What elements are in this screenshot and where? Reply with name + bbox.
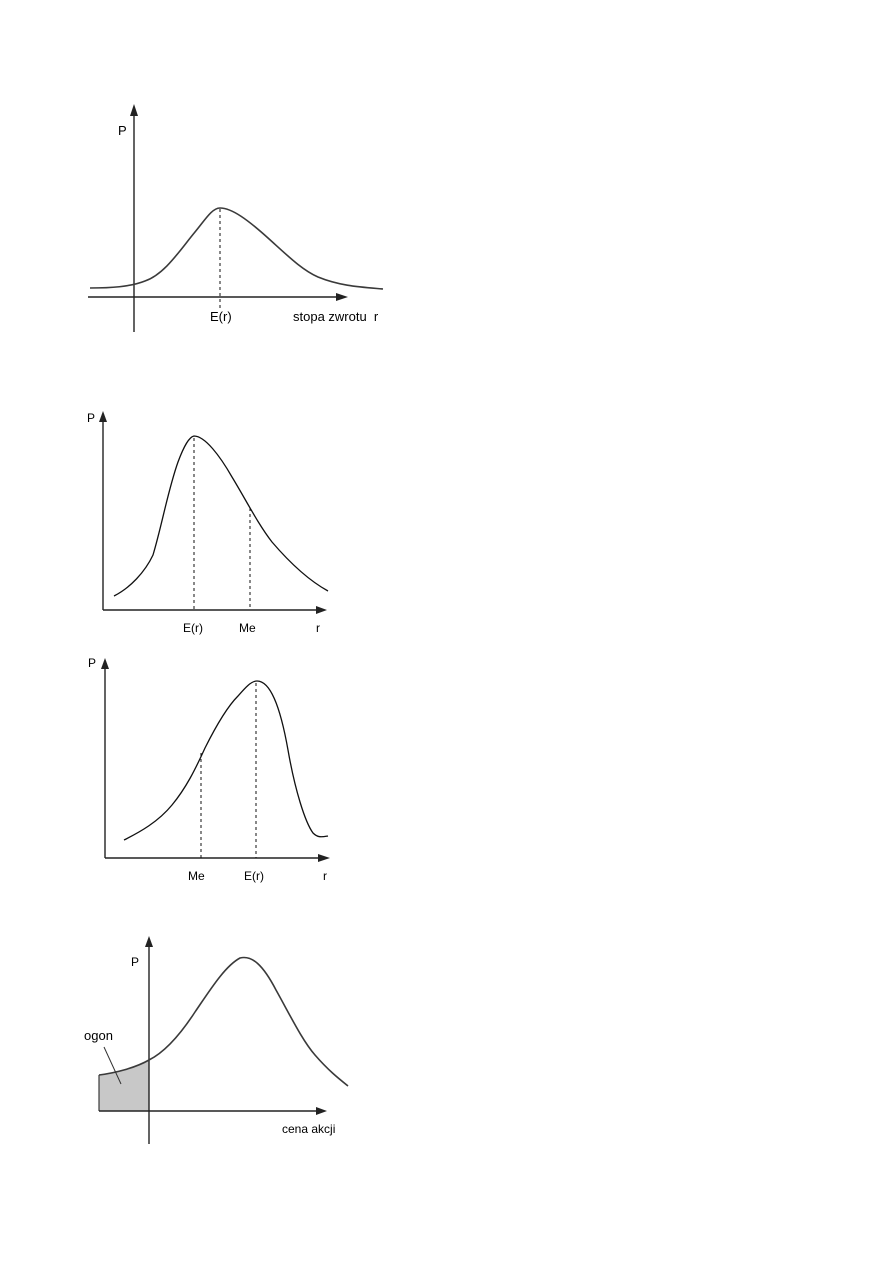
- y-axis-label: P: [131, 955, 140, 969]
- x-axis-arrowhead: [336, 293, 348, 301]
- x-axis-label: r: [323, 869, 327, 883]
- density-curve: [99, 957, 348, 1086]
- x-axis-arrowhead: [316, 1107, 327, 1115]
- tail-label: ogon: [84, 1028, 113, 1043]
- tail-shaded-area: [99, 1060, 149, 1111]
- figure-stock-price-distribution: [84, 936, 348, 1144]
- mean-label: E(r): [210, 309, 232, 324]
- x-axis-label: r: [316, 621, 320, 635]
- x-axis-label: stopa zwrotu r: [293, 309, 379, 324]
- median-label: Me: [188, 869, 205, 883]
- y-axis-arrowhead: [145, 936, 153, 947]
- mean-label: E(r): [244, 869, 264, 883]
- y-axis-arrowhead: [101, 658, 109, 669]
- density-curve: [124, 681, 328, 840]
- y-axis-label: P: [87, 411, 96, 425]
- y-axis-label: P: [118, 123, 127, 138]
- x-axis-label: cena akcji: [282, 1122, 336, 1136]
- y-axis-arrowhead: [130, 104, 138, 116]
- y-axis-label: P: [88, 656, 97, 670]
- y-axis-arrowhead: [99, 411, 107, 422]
- median-label: Me: [239, 621, 256, 635]
- x-axis-arrowhead: [316, 606, 327, 614]
- figure-symmetric-distribution: [88, 104, 383, 332]
- figure-left-skewed-distribution: [88, 656, 330, 883]
- density-curve: [114, 436, 328, 596]
- mean-label: E(r): [183, 621, 203, 635]
- x-axis-arrowhead: [318, 854, 330, 862]
- figure-right-skewed-distribution: [87, 411, 328, 635]
